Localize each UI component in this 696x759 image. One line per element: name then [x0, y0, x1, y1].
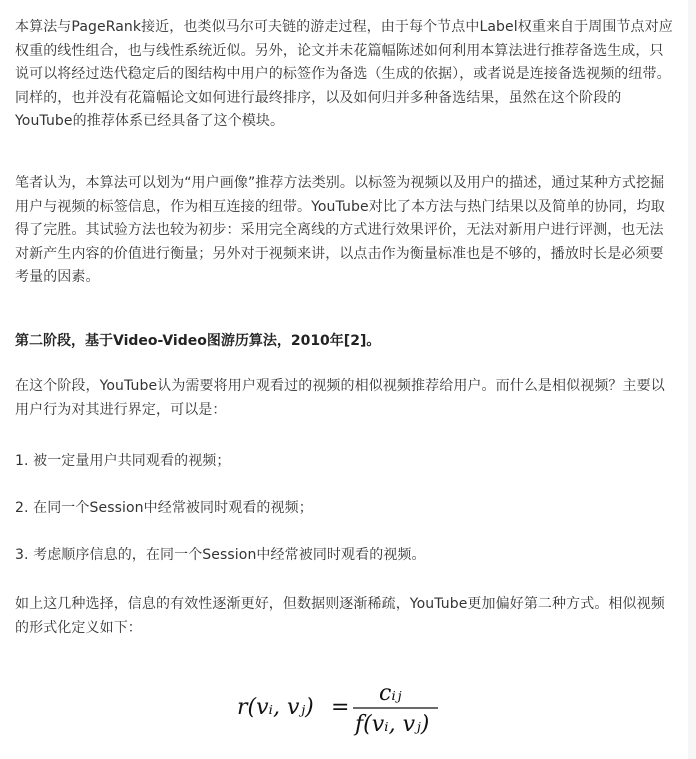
- paragraph-definition-intro: 如上这几种选择，信息的有效性逐渐更好，但数据则逐渐稀疏，YouTube更加偏好第二种方式。相似视频的形式化定义如下：: [15, 596, 665, 636]
- list-item-same-session: 2. 在同一个Session中经常被同时观看的视频；: [15, 500, 313, 516]
- similarity-formula: [225, 680, 485, 740]
- formula-numerator: cᵢⱼ: [379, 681, 402, 706]
- formula-svg: [225, 680, 485, 740]
- list-item-co-watched: 1. 被一定量用户共同观看的视频；: [15, 453, 231, 469]
- formula-lhs: r(vᵢ, vⱼ): [237, 695, 314, 720]
- page-scrollbar[interactable]: [688, 0, 696, 759]
- paragraph-stage-two-intro: 在这个阶段，YouTube认为需要将用户观看过的视频的相似视频推荐给用户。而什么是相似视频？主要以用户行为对其进行界定，可以是：: [15, 378, 665, 418]
- paragraph-author-opinion: 笔者认为，本算法可以划为“用户画像”推荐方法类别。以标签为视频以及用户的描述，通过某种方式挖掘用户与视频的标签信息，作为相互连接的纽带。YouTube对比了本方法与热门结果以及简单的协同，均取得了完胜。其试验方法也较为初步：采用完全离线的方式进行效果评价，无法对新用户进行评测，也无法对新产生内容的价值进行衡量；另外对于视频来讲，以点击作为衡量标准也是不够的，播放时长是必须要考量的因素。: [15, 175, 665, 285]
- formula-denominator: f(vᵢ, vⱼ): [355, 712, 430, 737]
- section-heading-stage-two: 第二阶段，基于Video-Video图游历算法，2010年[2]。: [15, 333, 381, 349]
- list-item-ordered-session: 3. 考虑顺序信息的，在同一个Session中经常被同时观看的视频。: [15, 547, 426, 563]
- paragraph-algorithm-summary: 本算法与PageRank接近，也类似马尔可夫链的游走过程，由于每个节点中Label权重来自于周围节点对应权重的线性组合，也与线性系统近似。另外，论文并未花篇幅陈述如何利用本算法进行推荐备选生成，只说可以将经过迭代稳定后的图结构中用户的标签作为备选（生成的依据），或者说是连接备选视频的纽带。同样的，也并没有花篇幅论文如何进行最终排序，以及如何归并多种备选结果，虽然在这个阶段的YouTube的推荐体系已经具备了这个模块。: [15, 19, 673, 129]
- formula-equals: =: [331, 695, 350, 720]
